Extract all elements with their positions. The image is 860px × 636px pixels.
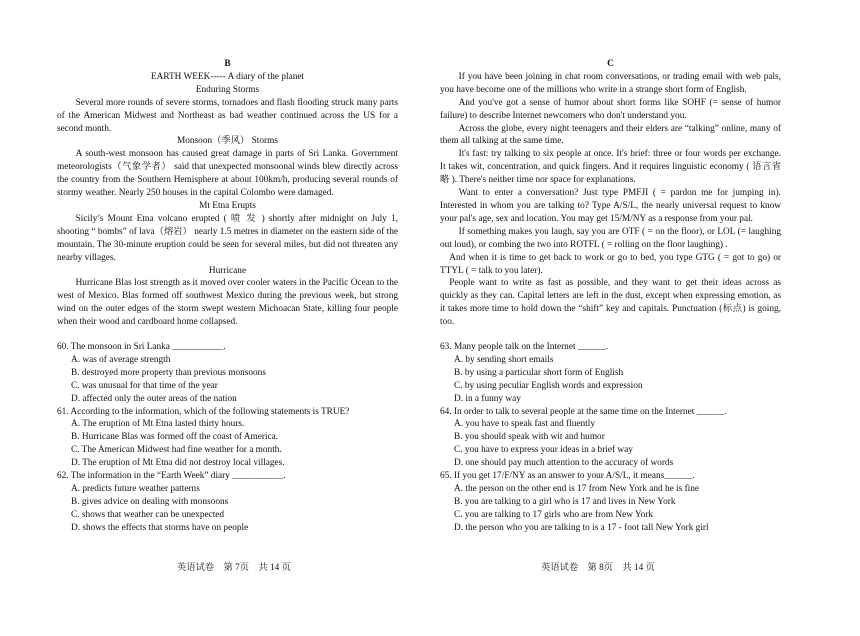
option: B. you are talking to a girl who is 17 and lives in New York bbox=[454, 496, 676, 507]
paragraph: And when it is time to get back to work or go to bed, you type GTG ( = got to go) or TTYL ( = talk to you later). bbox=[440, 252, 781, 276]
option: A. The eruption of Mt Etna lasted thirty hours. bbox=[71, 419, 245, 430]
section-heading-b: B bbox=[224, 59, 231, 69]
paragraph: Several more rounds of severe storms, tornadoes and flash flooding struck many parts of the American Midwest and Northeast as bad weather continued across the US for a second month. bbox=[57, 97, 398, 134]
paragraph: Want to enter a conversation? Just type PMFJI ( = pardon me for jumping in). Interested in whom you are talking to? Type A/S/L, the nearly universal request to know your pal's age, sex and location. You may get 15/M/NY as a response from your pal. bbox=[440, 188, 781, 224]
question-65 bbox=[440, 470, 781, 535]
option: B. destroyed more property than previous monsoons bbox=[71, 367, 266, 378]
option: D. the person who you are talking to is a 17 - foot tall New York girl bbox=[454, 522, 709, 533]
paragraph: If something makes you laugh, say you are OTF ( = on the floor), or LOL (= laughing out loud), or combing the two into ROTFL ( = rolling on the floor laughing) . bbox=[440, 226, 781, 250]
option: B. by using a particular short form of English bbox=[454, 367, 624, 378]
paragraph: Hurricane Blas lost strength as it moved over cooler waters in the Pacific Ocean to the west of Mexico. Blas formed off southwest Mexico during the previous week, but strong wind on the outer edges of the storm swept western Michoacan State, killing four people when their wood and cardboard home collapsed. bbox=[57, 278, 398, 328]
option: C. by using peculiar English words and expression bbox=[454, 380, 643, 391]
question-stem: 62. The information in the “Earth Week” diary ___________. bbox=[57, 471, 286, 482]
option: A. predicts future weather patterns bbox=[71, 484, 200, 494]
option: C. The American Midwest had fine weather for a month. bbox=[71, 445, 282, 456]
subheading-monsoon: Monsoon（季风） Storms bbox=[177, 136, 278, 147]
option: A. you have to speak fast and fluently bbox=[454, 419, 595, 430]
question-62 bbox=[57, 470, 398, 535]
option: B. Hurricane Blas was formed off the coast of America. bbox=[71, 432, 279, 443]
option: B. gives advice on dealing with monsoons bbox=[71, 496, 229, 507]
question-61 bbox=[57, 406, 398, 471]
question-stem: 64. In order to talk to several people at the same time on the Internet ______. bbox=[440, 406, 727, 417]
right-column bbox=[440, 58, 781, 535]
option: B. you should speak with wit and humor bbox=[454, 432, 605, 443]
option: A. was of average strength bbox=[71, 354, 171, 365]
option: D. in a funny way bbox=[454, 393, 521, 404]
option: D. one should pay much attention to the accuracy of words bbox=[454, 458, 674, 469]
question-stem: 60. The monsoon in Sri Lanka ___________. bbox=[57, 342, 226, 353]
paragraph: Across the globe, every night teenagers and their elders are “talking” online, many of them all talking at the same time. bbox=[440, 123, 781, 147]
subheading-etna: Mt Etna Erupts bbox=[199, 200, 256, 211]
question-stem: 61. According to the information, which of the following statements is TRUE? bbox=[57, 406, 350, 417]
section-heading-c: C bbox=[607, 59, 614, 69]
option: C. was unusual for that time of the year bbox=[71, 380, 218, 391]
option: C. shows that weather can be unexpected bbox=[71, 509, 225, 520]
paragraph: It's fast: try talking to six people at once. It's brief: three or four words per exchange. It takes wit, concentration, and quick fingers. And it requires linguistic economy ( 语言省略 ). There's neither time nor space for explanations. bbox=[440, 149, 781, 186]
question-63 bbox=[440, 341, 781, 406]
left-column bbox=[57, 58, 398, 535]
page-footer-left: 英语试卷 第 7页 共 14 页 bbox=[177, 563, 291, 573]
option: D. shows the effects that storms have on people bbox=[71, 522, 249, 533]
paragraph: And you've got a sense of humor about short forms like SOHF (= sense of humor failure) to describe Internet newcomers who don't understand you. bbox=[440, 97, 781, 121]
question-stem: 65. If you get 17/F/NY as an answer to your A/S/L, it means______. bbox=[440, 471, 695, 482]
option: D. affected only the outer areas of the nation bbox=[71, 393, 237, 404]
question-stem: 63. Many people talk on the Internet ______. bbox=[440, 342, 609, 353]
page-footer-right: 英语试卷 第 8页 共 14 页 bbox=[541, 563, 655, 573]
option: A. the person on the other end is 17 from New York and he is fine bbox=[454, 484, 700, 494]
passage-title: EARTH WEEK----- A diary of the planet bbox=[150, 71, 305, 82]
option: C. you have to express your ideas in a brief way bbox=[454, 445, 633, 456]
option: A. by sending short emails bbox=[454, 354, 554, 365]
subheading-enduring-storms: Enduring Storms bbox=[195, 84, 260, 95]
subheading-hurricane: Hurricane bbox=[208, 265, 247, 276]
paragraph: People want to write as fast as possible, and they want to get their ideas across as quickly as they can. Capital letters are left in the dust, except when expressing emotion, as it takes more time to hold down the “shift” key and capitals. Punctuation (标点) is going, too. bbox=[440, 278, 781, 328]
question-64 bbox=[440, 406, 781, 471]
option: D. The eruption of Mt Etna did not destroy local villages. bbox=[71, 458, 285, 469]
question-60 bbox=[57, 341, 398, 406]
option: C. you are talking to 17 girls who are from New York bbox=[454, 509, 654, 520]
paragraph: Sicily’s Mount Etna volcano erupted ( 喷 发 ) shortly after midnight on July 1, shooting “ bombs” of lava（熔岩） nearly 1.5 metres in diameter on the eastern side of the mountain. The 30-minute eruption could be seen for several miles, but did not threaten any nearby villages. bbox=[57, 213, 398, 263]
paragraph: If you have been joining in chat room conversations, or trading email with web pals, you have become one of the millions who write in a strange short form of English. bbox=[440, 71, 781, 95]
paragraph: A south-west monsoon has caused great damage in parts of Sri Lanka. Government meteorologists（气象学者） said that unexpected monsoonal winds blew directly across the country from the Southern Hemisphere at about 100km/h, producing several rounds of stormy weather. Nearly 250 houses in the capital Colombo were damaged. bbox=[57, 149, 398, 199]
